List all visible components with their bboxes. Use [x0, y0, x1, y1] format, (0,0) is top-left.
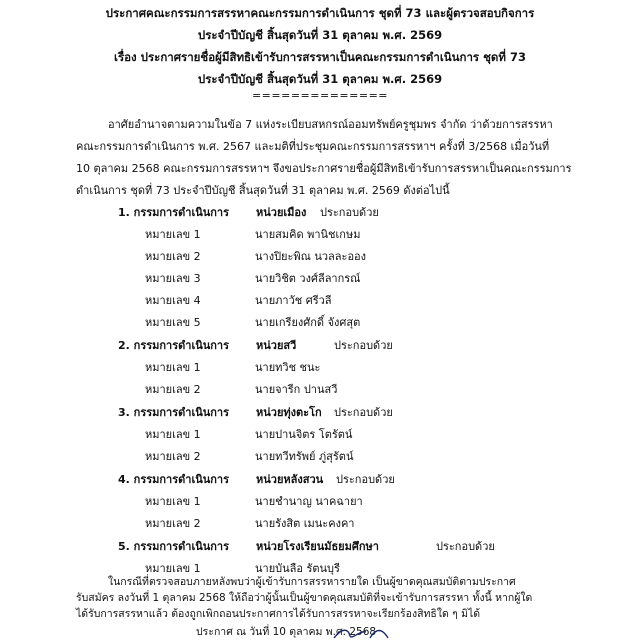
member-row — [145, 492, 505, 508]
member-name: นายชำนาญ นาคฉายา — [255, 495, 363, 508]
announce-date: ประกาศ ณ วันที่ 10 ตุลาคม พ.ศ. 2568 — [196, 626, 377, 638]
member-number: หมายเลข 1 — [145, 495, 201, 508]
member-name: นายจารีก ปานสวี — [255, 383, 338, 396]
member-name: นายรังสิต เมนะคงคา — [255, 517, 355, 530]
header-line-3: เรื่อง ประกาศรายชื่อผู้มีสิทธิเข้ารับการสรรหาเป็นคณะกรรมการดำเนินการ ชุดที่ 73 — [114, 50, 526, 64]
section-unit: หน่วยโรงเรียนมัธยมศึกษา — [256, 540, 379, 553]
member-name: นายปานจิตร โตรัตน์ — [255, 428, 353, 441]
closing-line-2: รับสมัคร ลงวันที่ 1 ตุลาคม 2568 ให้ถือว่าผู้นั้นเป็นผู้ขาดคุณสมบัติที่จะเข้ารับการสรรหา ทั้งนี้ หากผู้ใด — [76, 592, 533, 604]
closing-line-1: ในกรณีที่ตรวจสอบภายหลังพบว่าผู้เข้ารับการสรรหารายใด เป็นผู้ขาดคุณสมบัติตามประกาศ — [108, 576, 516, 588]
header-line-4: ประจำปีบัญชี สิ้นสุดวันที่ 31 ตุลาคม พ.ศ. 2569 — [197, 72, 443, 86]
section-heading — [118, 336, 538, 352]
member-number: หมายเลข 3 — [145, 272, 201, 285]
section-label: 5. กรรมการดำเนินการ — [118, 540, 229, 553]
member-row — [145, 313, 505, 329]
header-line-2: ประจำปีบัญชี สิ้นสุดวันที่ 31 ตุลาคม พ.ศ. 2569 — [197, 28, 443, 42]
member-number: หมายเลข 1 — [145, 361, 201, 374]
member-name: นายวิชิต วงศ์ลีลากรณ์ — [255, 272, 361, 285]
signature-mark — [330, 626, 410, 640]
member-row — [145, 247, 505, 263]
intro-line-3: 10 ตุลาคม 2568 คณะกรรมการสรรหาฯ จึงขอประกาศรายชื่อผู้มีสิทธิเข้ารับการสรรหาเป็นคณะกรรมการ — [76, 162, 572, 175]
section-label: 4. กรรมการดำเนินการ — [118, 473, 229, 486]
section-label: 1. กรรมการดำเนินการ — [118, 206, 229, 219]
member-number: หมายเลข 5 — [145, 316, 201, 329]
member-name: นายบันลือ รัตนบุรี — [255, 562, 340, 575]
member-number: หมายเลข 2 — [145, 250, 201, 263]
member-row — [145, 358, 505, 374]
member-number: หมายเลข 1 — [145, 228, 201, 241]
member-row — [145, 559, 505, 575]
member-row — [145, 514, 505, 530]
header-divider: ============== — [251, 89, 389, 102]
member-number: หมายเลข 2 — [145, 383, 201, 396]
intro-line-4: ดำเนินการ ชุดที่ 73 ประจำปีบัญชี สิ้นสุดวันที่ 31 ตุลาคม พ.ศ. 2569 ดังต่อไปนี้ — [76, 184, 450, 197]
section-label: 3. กรรมการดำเนินการ — [118, 406, 229, 419]
section-heading — [118, 203, 538, 219]
section-tail: ประกอบด้วย — [436, 540, 495, 553]
section-unit: หน่วยเมือง — [256, 206, 307, 219]
member-name: นายภาวัช ศรีวลี — [255, 294, 332, 307]
section-label: 2. กรรมการดำเนินการ — [118, 339, 229, 352]
section-tail: ประกอบด้วย — [320, 206, 379, 219]
member-row — [145, 380, 505, 396]
member-name: นายเกรียงศักดิ์ จังศสุต — [255, 316, 361, 329]
header-line-1: ประกาศคณะกรรมการสรรหาคณะกรรมการดำเนินการ ชุดที่ 73 และผู้ตรวจสอบกิจการ — [105, 6, 535, 20]
member-name: นางปิยะพิณ นวลละออง — [255, 250, 367, 263]
intro-line-1: อาศัยอำนาจตามความในข้อ 7 แห่งระเบียบสหกรณ์ออมทรัพย์ครูชุมพร จำกัด ว่าด้วยการสรรหา — [108, 118, 553, 131]
member-number: หมายเลข 4 — [145, 294, 201, 307]
member-row — [145, 269, 505, 285]
section-tail: ประกอบด้วย — [334, 406, 393, 419]
member-number: หมายเลข 2 — [145, 517, 201, 530]
section-heading — [118, 470, 538, 486]
member-row — [145, 447, 505, 463]
closing-line-3: ได้รับการสรรหาแล้ว ต้องถูกเพิกถอนประกาศการได้รับการสรรหาจะเรียกร้องสิทธิใด ๆ มิได้ — [76, 608, 481, 620]
member-row — [145, 225, 505, 241]
section-heading — [118, 537, 578, 553]
section-unit: หน่วยสวี — [256, 339, 297, 352]
section-unit: หน่วยทุ่งตะโก — [256, 406, 322, 419]
section-unit: หน่วยหลังสวน — [256, 473, 324, 486]
section-heading — [118, 403, 538, 419]
member-row — [145, 291, 505, 307]
member-number: หมายเลข 2 — [145, 450, 201, 463]
member-name: นายทวิช ชนะ — [255, 361, 321, 374]
member-number: หมายเลข 1 — [145, 562, 201, 575]
section-tail: ประกอบด้วย — [334, 339, 393, 352]
member-name: นายสมคิด พานิชเกษม — [255, 228, 361, 241]
member-row — [145, 425, 505, 441]
section-tail: ประกอบด้วย — [336, 473, 395, 486]
member-number: หมายเลข 1 — [145, 428, 201, 441]
member-name: นายทวีทรัพย์ ภู่สุรัตน์ — [255, 450, 354, 463]
intro-line-2: คณะกรรมการดำเนินการ พ.ศ. 2567 และมติที่ประชุมคณะกรรมการสรรหาฯ ครั้งที่ 3/2568 เมื่อวันที่ — [76, 140, 550, 153]
